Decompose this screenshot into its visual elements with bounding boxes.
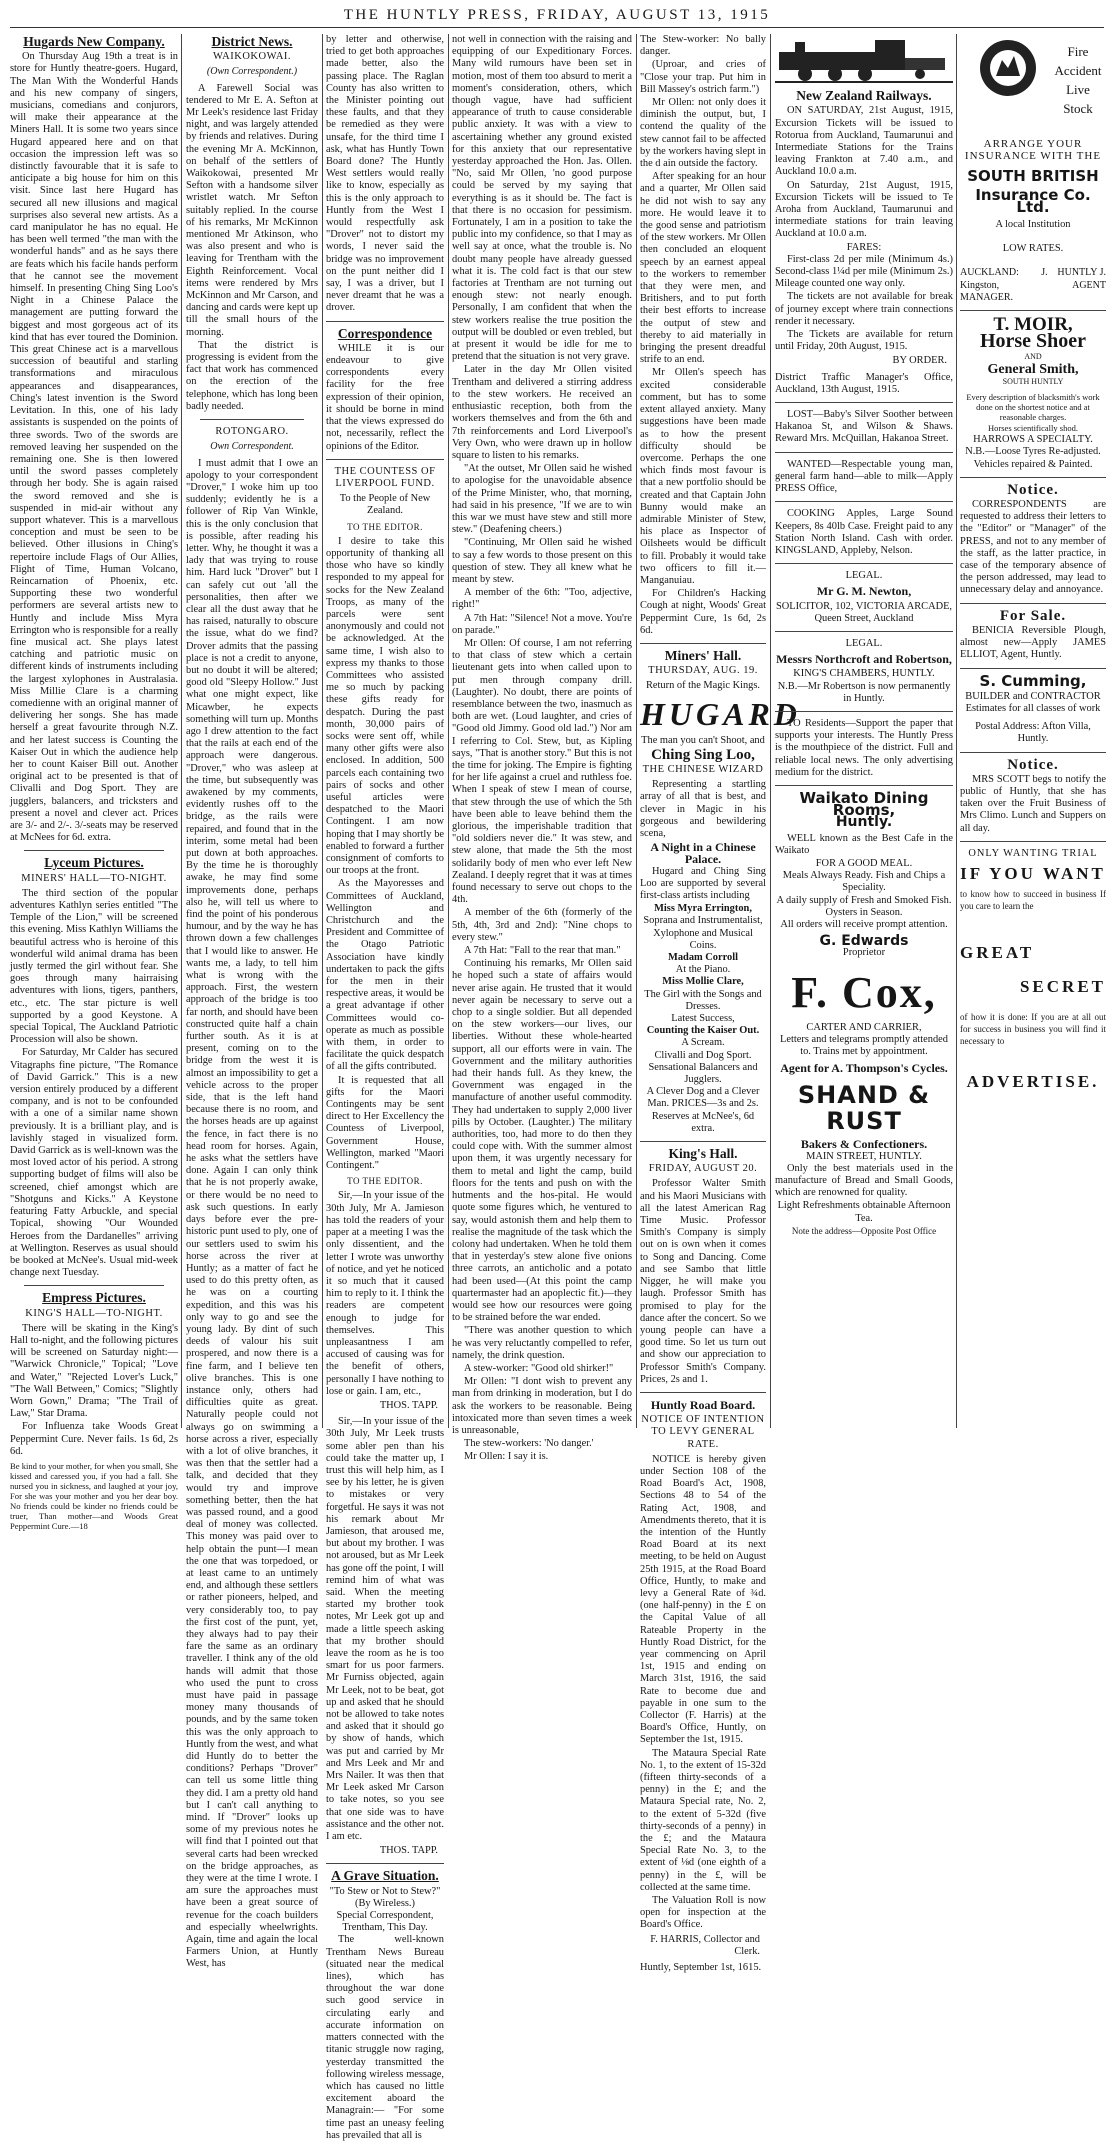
millie-clare: Miss Mollie Clare,	[662, 976, 744, 988]
horse-shoer: Horse Shoer	[979, 330, 1087, 353]
masthead	[0, 0, 1114, 30]
meals-text: Meals Always Ready. Fish and Chips a Speciality.	[782, 870, 946, 894]
column-6	[775, 34, 953, 1430]
chinese-wizard: THE CHINESE WIZARD	[642, 763, 764, 775]
south-british: SOUTH BRITISH	[967, 167, 1099, 186]
railways-text-3: The tickets are not available for break of journey except where train connections render it necessary.	[775, 291, 953, 327]
wanted-ad: WANTED—Respectable young man, general farm hand—able to milk—Apply PRESS Office,	[775, 458, 953, 495]
kings-hall-heading: King's Hall.	[668, 1146, 738, 1162]
miners-date: THURSDAY, AUG. 19.	[648, 665, 758, 677]
hugard-sub: The man you can't Shoot, and	[641, 734, 765, 746]
empress-article: There will be skating in the King's Hall to-night, and the following pictures will be screened on Saturday night:— "Warwick Chronicle," Topical; "Love and Water," "Rejected Lover's Luck," "The Wall Between," Comics; "Slightly Worn Gown," Drama; "The Trail of Law," Star Drama.	[10, 1322, 178, 1420]
auckland-agent: AUCKLAND: J. Kingston, MANAGER.	[960, 267, 1048, 303]
stew-continued-p3: Mr Ollen: not only does it diminish the output, but, I contend the quality of the stew cannot fail to be affected by the workers having slept in the d ain outside the factory.	[640, 97, 766, 170]
divider	[200, 419, 304, 420]
bakers-text: Only the best materials used in the manufacture of Bread and Small Goods, which are renowned for quality.	[775, 1162, 953, 1199]
kings-chambers: KING'S CHAMBERS, HUNTLY.	[793, 668, 935, 680]
northcroft-name: Messrs Northcroft and Robertson,	[776, 652, 952, 667]
legal-label-2: LEGAL.	[845, 637, 883, 649]
railways-text-4: The Tickets are available for return until Friday, 20th August, 1915.	[775, 329, 953, 353]
road-board-text-2: The Mataura Special Rate No. 1, to the extent of 15-32d (fifteen thirty-seconds of a penny) in the £; and the Mataura Special rate, No. 2, to the extent of 5-32d (five thirty-seconds of a penny) in the £; and the Mataura Special Rate No. 3, to the extent of ⅛d (one eighth of a penny) in the £, will be collected at the same time.	[640, 1747, 766, 1893]
cox-name: F. Cox,	[791, 967, 937, 1017]
district-news-heading: District News.	[211, 34, 293, 49]
clivalli: Clivalli and Dog Sport. Sensational Balancers and Jugglers.	[648, 1049, 758, 1086]
correspondence-heading: Correspondence	[337, 325, 433, 341]
divider	[775, 402, 953, 403]
advertise-word: ADVERTISE.	[966, 1071, 1100, 1091]
rotongaro-heading: ROTONGARO.	[215, 426, 289, 438]
lyceum-article-2: For Saturday, Mr Calder has secured Vitagraphs fine picture, "The Romance of David Garrick." This is a new version entirely produced by a different company, and is not to be confounded with a one of a similar name shown previously. It is a brilliant play, and is lavishly staged in visualized form. David Garrick as is well-known was the most loved actor of his period. A strong supporting budget of films will also be screened, chief amongst which are "Shotguns and Kicks." A Keystone featuring Fatty Arbuckle, and special Topical, showing "Our Wounded Heroes from the Dardanelles" arriving at Wellington. Reserves as usual should be booked at McNee's. Usual mid-week change next Tuesday.	[10, 1047, 178, 1279]
arrange-text: ARRANGE YOUR INSURANCE WITH THE	[964, 138, 1102, 163]
insurance-types	[1050, 42, 1106, 118]
scott-notice: MRS SCOTT begs to notify the public of Huntly, that she has taken over the Fruit Business of Mrs Climo. Lunch and Suppers on all day.	[960, 773, 1106, 834]
railways-text-2: On Saturday, 21st August, 1915, Excursion Tickets will be issued to Te Aroha from Auckland, Taumarunui and intermediate stations for train leaving Auckland at 10.0 a.m.	[775, 179, 953, 240]
rotongaro-article: I must admit that I owe an apology to your correspondent "Drover," I woke him up too suddenly; evidently he is a follower of Rip Van Winkle, this is the only conclusion that is possible, after reading his letter. Why, he thought it was a lady that was trying to rouse him. Hard luck "Drover" but I can safely cut out 'all the personalities, then after we clear all the dust away that he has raised, naturally to obscure the issue, what do we find? Drover admits that the passing place is not a credit to anyone, but no doubt it will be altered; good old "Sleepy Hollow." Just what one might expect, like Micawber, he expects something will turn up. Months ago I drew attention to the fact that the rails at each end of the approach were dangerous. "Drover," who was asleep at the time, but subsequently was awakened by my comments, evidently rushes off to the bridge, as the rails were repaired, and found that in the interim, some metal had been put down at both approaches. By the time he is thoroughly awake, he may find some improvements done, perhaps also he, will tell us where to find the point of his ponderous humour, and by the way he has thrown down a few challenges that I would like to answer. He wants me, a lady, to tell him what is wrong with the approach. First, the western approach of the bridge is too far north, and should have been constructed quite half a chain further south. As it is at present, coming on to the bridge from the west it is almost an impossibility to get a vehicle across to the proper side, that is the left hand because there is no room, and the horses heads are up against the fence, in fact there is no head room for horses. Again, he asks what the settlers have done. Again I can only think that he is not properly awake, or there would be no need to ask such questions. In early days before ever the pre-historic punt used to ply, one of our settlers used to swim his horse across the river at Huntly; as a matter of fact he used to do this pretty often, as he was on a courting expedition, and this was his only way to go and see the young lady. By dint of such deeds of valour his suit prospered, and now there is a fine farm, and I believe ten olive branches. This is one instance only, others had difficulties quite as great. Naturally people could not always go on swimming a horse across a river, especially with a lot of olive branches, it was then that the settler had a talk, and decided that they would try and improve something better, then the hat was passed round, and a good deal of money was collected. This money was paid over to help obtain the punt—I mean the one that was torpedoed, or at least came to an untimely end, and although these settlers or rather pioneers, helped, and very considerably too, to pay the first cost of the punt, yet, they always had to pay their fare the same as an ordinary traveller. I think any of the old hands will admit that those who used the punt to cross must have paid in passage money many thousands of pounds, and by the same token this was the only approach to Huntly from the west, and what did Huntly do to better the conditions? Perhaps "Drover" can tell us some little thing they did. I am a pretty old hand but I can't call anything to mind. If "Drover" looks up some of my previous notes he will find that I pointed out that several carts had been wrecked on the bridge approaches, as they were at the time I wrote. I am sure the approaches must have been a great source of revenue for the coach builders and especially wheelwrights. Again, time and again the local Farmers Union, at Huntly West, has	[186, 457, 318, 1970]
stew-continued-p5: Mr Ollen's speech has excited considerable comment, but has to some extent allayed anxiety. Many suggestions have been made as to how the present difficulty should be overcome. Perhaps the one which finds most favour is that a new portfolio should be created and that Captain John Bunny would make an admirable Minister of Stew, his place as Inspector of Oilsheets would be difficult to fill. Probably it would take two officers to fill it.—Manganuiau.	[640, 367, 766, 586]
latest-success: Latest Success,	[671, 1013, 735, 1025]
estimates: Estimates for all classes of work	[965, 702, 1101, 714]
tyres-text: N.B.—Loose Tyres Re-adjusted. Vehicles repaired & Painted.	[965, 446, 1101, 470]
road-board-text: NOTICE is hereby given under Section 108 of the Road Board's Act, 1908, Sections 48 to 54 of the Rating Act, 1908, and Amendments thereto, that it is the intention of the Huntly Road Board at its next meeting, to be held on August 25th 1915, at the Road Board Office, Huntly, to make and levy a General Rate of ¾d. (one half-penny) in the £ on the Capital Value of all Rateable Property in the Huntly Road District, for the year commencing on April 1st, 1915 and ending on March 31st, 1916, the said Rate to become due and payable in one sum to the Collector (F. Harris) at the Board's Office, Huntly, on September the 1st, 1915.	[640, 1453, 766, 1746]
ching-sing-loo: Ching Sing Loo,	[651, 746, 755, 763]
residents-notice: TO Residents—Support the paper that supports your interests. The Huntly Press is the mouthpiece of the district. Full and reliable local news. The only advertising medium for the district.	[775, 717, 953, 778]
signature: THOS. TAPP.	[379, 1845, 438, 1857]
fish-supply: A daily supply of Fresh and Smoked Fish. Oysters in Season.	[776, 894, 952, 918]
kings-text: Professor Walter Smith and his Maori Musicians with all the latest American Rag Time Music. Professor Smith's Company is simply out on is own when it comes to Song and Dancing. Come and see Sambo that little Nigger, he will make you laugh. Professor Smith has promised to play for the dance after the concert. So we young people can have a good time. So let us turn out and show our appreciation to Professor Smith's Company. Prices, 2s and 1.	[640, 1178, 766, 1385]
grave-heading: A Grave Situation.	[331, 1868, 439, 1884]
madam-corroll: Madam Corroll	[668, 952, 738, 964]
railways-heading: New Zealand Railways.	[796, 88, 932, 104]
secret-word: SECRET	[1019, 976, 1106, 996]
stew-article-p4: "Continuing, Mr Ollen said he wished to say a few words to those present on this question of stew. They all knew what he meant by stew.	[452, 537, 632, 585]
cooking-ad: COOKING Apples, Large Sound Keepers, 8s 40lb Case. Freight paid to any Station North Island. Cash with order. KINGSLAND, Appleby, Nelson.	[775, 508, 953, 556]
road-board-signature: F. HARRIS, Collector and Clerk.	[650, 1933, 760, 1957]
column-5	[640, 34, 801, 1974]
stew-continued-p4: After speaking for an hour and a quarter, Mr Ollen said he did not wish to say any more. He would leave it to the good sense and patriotism of the stew workers. Mr Ollen then concluded an eloquent speech by an earnest appeal to the workers to remember that they were men, and Britishers, and to put forth their best efforts to increase the output of stew and thereby to aid materially in bringing the present dreadful strife to an end.	[640, 171, 766, 366]
insurance-crest	[978, 38, 1038, 98]
prices: A Clever Dog and a Clever Man. PRICES—3s and 2s. Reserves at McNee's, 6d extra.	[646, 1086, 760, 1134]
column-1	[10, 34, 178, 1531]
divider	[640, 1392, 766, 1393]
own-correspondent: Own Correspondent.	[210, 441, 294, 453]
column-3	[326, 34, 445, 2141]
carter: CARTER AND CARRIER,	[806, 1021, 922, 1033]
notice-text: CORRESPONDENTS are requested to address their letters to the "Editor" or "Manager" of the PRESS, and not to any member of the staff, as the latter practice, in case of the temporary absence of the person addressed, may lead to unnecessary delay and annoyance.	[960, 499, 1106, 596]
horses-shod: Horses scientifically shod.	[988, 423, 1078, 434]
lyceum-heading: Lyceum Pictures.	[44, 855, 144, 871]
divider	[960, 477, 1106, 478]
only-wanting: ONLY WANTING TRIAL	[968, 847, 1098, 859]
great-word: GREAT	[960, 942, 1035, 962]
magic-kings: Return of the Magic Kings.	[646, 680, 760, 692]
millie-text: The Girl with the Songs and Dresses.	[644, 988, 762, 1012]
scream: A Scream.	[681, 1037, 725, 1049]
divider	[326, 1863, 444, 1864]
divider	[640, 1141, 766, 1142]
divider	[775, 563, 953, 564]
poem: Be kind to your mother, for when you small, She kissed and caressed you, if you had a fall. She nursed you in sickness, and laughed at your joy, For she was your mother and you her dear boy. No friends could be kinder no friends could be truer, Than mother—and Woods Great Peppermint Cure.—18	[10, 1460, 178, 1531]
grave-wireless: (By Wireless.)	[355, 1897, 415, 1909]
divider	[960, 310, 1106, 311]
notice-heading: Notice.	[1007, 481, 1059, 498]
waikokowai-heading: WAIKOKOWAI.	[212, 51, 292, 63]
legal-label: LEGAL.	[845, 570, 883, 582]
accident-label: Accident	[1054, 63, 1102, 78]
miners-hall-heading: Miners' Hall.	[664, 647, 742, 663]
divider	[775, 501, 953, 502]
divider	[775, 452, 953, 453]
road-board-place: Huntly, September 1st, 1615.	[640, 1962, 762, 1974]
grave-dateline: Trentham, This Day.	[342, 1922, 428, 1934]
low-rates: LOW RATES.	[1002, 243, 1064, 255]
lost-ad: LOST—Baby's Silver Soother between Hakanoa St, and Wilson & Shaws. Reward Mrs. McQuillan, Hakanoa Street.	[775, 409, 953, 445]
lyceum-subheading: MINERS' HALL—TO-NIGHT.	[21, 872, 167, 884]
road-board-heading: Huntly Road Board.	[650, 1397, 756, 1412]
of-how-text: of how it is done: If you are at all out for success in business you will find it necessary to	[960, 1011, 1106, 1047]
good-meal: FOR A GOOD MEAL.	[815, 857, 913, 869]
stew-article-p12: A stew-worker: "Good old shirker!"	[464, 1362, 614, 1374]
general-smith: General Smith,	[987, 361, 1079, 377]
waikato-place: Huntly.	[835, 814, 893, 831]
shand-rust: SHAND & RUST	[797, 1081, 931, 1136]
insurance-co: Insurance Co. Ltd.	[975, 185, 1091, 216]
rotongaro-continued: by letter and otherwise, tried to get both approaches made better, also the passing place. The Raglan County has also written to the Minister pointing out these faults, and that they be remedied as they were unsafe, for the third time I ask, what has Huntly Town Board done? The Huntly West settlers would really like to know, especially as this is the only approach to Huntly from the West I would respectfully ask "Drover" not to distort my words, I never said the bridge was no improvement on the punt neither did I say, I was a driver, but I never dreamt that he was a drover.	[326, 34, 444, 314]
newspaper-header: THE HUNTLY PRESS, FRIDAY, AUGUST 13, 1915	[343, 7, 771, 23]
lion-crest-icon	[978, 38, 1038, 98]
fares-label: FARES:	[846, 241, 882, 253]
counting-kaiser: Counting the Kaiser Out.	[646, 1025, 760, 1037]
divider	[960, 603, 1106, 604]
stew-article-p9: A 7th Hat: "Fall to the rear that man."	[464, 945, 621, 957]
railways-text: ON SATURDAY, 21st August, 1915, Excursion Tickets will be issued to Rotorua from Auckland, Taumarunui and Intermediate Stations for the Trains leaving Frankton at 7.40 a.m., and Auckland 10.0 a.m.	[775, 105, 953, 178]
and-label: AND	[1024, 352, 1042, 362]
column-7	[960, 34, 1106, 1430]
to-editor: TO THE EDITOR.	[347, 521, 423, 532]
column-2	[186, 34, 318, 1970]
column-rule	[181, 34, 182, 1428]
divider	[775, 785, 953, 786]
empress-subheading: KING'S HALL—TO-NIGHT.	[25, 1307, 163, 1319]
refreshments: Light Refreshments obtainable Afternoon Tea.	[777, 1200, 951, 1224]
stew-article-p8: A member of the 6th (formerly of the 5th, 4th, 3rd and 2nd): "Nine chops to every stew."	[452, 907, 632, 943]
newton-name: Mr G. M. Newton,	[816, 584, 912, 599]
column-rule	[956, 34, 957, 1428]
column-rule	[322, 34, 323, 1428]
countess-heading: THE COUNTESS OF LIVERPOOL FUND.	[334, 465, 436, 489]
blacksmith-text: Every description of blacksmith's work done on the shortest notice and at reasonable charges.	[966, 392, 1100, 423]
stew-article-p6: A 7th Hat: "Silence! Not a move. You're on parade."	[452, 612, 632, 636]
grave-correspondent: Special Correspondent,	[336, 1910, 434, 1922]
hugard-heading: Hugards New Company.	[23, 34, 165, 49]
waikokowai-article: A Farewell Social was tendered to Mr E. A. Sefton at Mr Leek's residence last Friday night, and was largely attended by friends and relatives. During the evening Mr A. McKinnon, on behalf of the settlers of Waikokowai, presented Mr Sefton with a handsome silver wristlet watch. Mr Sefton suitably replied. In the course of his remarks, Mr McKinnon mentioned Mr Atkinson, who was also present and who is leaving for Trentham with the Eighth Reinforcement. Vocal items were rendered by Mrs McKinnon and Mr Carson, and dancing and cards were kept up till the small hours of the morning.	[186, 82, 318, 338]
stew-article-p7: Mr Ollen: Of course, I am not referring to that class of stew which a certain lieutenant gets into when called upon to put men through company drill. (Laughter). No doubt, there are points of resemblance between the two, inasmuch as both are wet. (Loud laughter, and cries of "Good old Jimmy. Good old lad.") Nor am I referring to Col. Stew, but, as Kipling says, "That is another story." But this is not the time for joking. The Empire is fighting for her life against a cruel and ruthless foe. When I speak of stew I mean of course, that stew through the use of which the 5th have been able to leave behind them the glorious, the imperishable tradition that "old soldiers never die." It was stew, and stew alone, that made the 5th the most solidarily body of men who ever left New Zealand. I deeply regret that it was at times found necessary to serve out chops to the 4th.	[452, 637, 632, 906]
divider	[960, 841, 1106, 842]
countess-letter: I desire to take this opportunity of thanking all those who have so kindly responded to my appeal for socks for the New Zealand Troops, as many of the parcels were sent anonymously and could not be acknowledged. At the same time, I wish also to express my thanks to those Committees who assisted me so much by packing these gifts ready for despatch. During the past month, 30,000 pairs of socks were sent off, while many other gifts were also enclosed. In addition, 500 parcels each containing two pairs of socks and other useful articles were despatched to the Maori Contingent. I am now hoping that I may shortly be enabled to forward a further consignment of comforts to our troops at the front.	[326, 535, 444, 877]
stew-continued: The Stew-worker: No bally danger.	[640, 34, 766, 58]
stock-label: Stock	[1063, 101, 1093, 116]
moir-name: T. MOIR,	[993, 314, 1073, 336]
postal-address: Postal Address: Afton Villa, Huntly.	[975, 721, 1091, 745]
divider	[640, 643, 766, 644]
south-huntly: SOUTH HUNTLY	[1002, 376, 1064, 386]
main-street: MAIN STREET, HUNTLY.	[806, 1150, 922, 1162]
divider	[24, 1285, 164, 1286]
night-chinese-palace: A Night in a Chinese Palace.	[650, 840, 756, 867]
kings-date: FRIDAY, AUGUST 20.	[648, 1163, 758, 1175]
divider	[960, 668, 1106, 669]
stew-article-p11: "There was another question to which he was very reluctantly compelled to refer, namely, the drink question.	[452, 1325, 632, 1361]
divider	[326, 321, 444, 322]
newton-address: SOLICITOR, 102, VICTORIA ARCADE, Queen Street, Auckland	[775, 600, 953, 624]
divider	[960, 752, 1106, 753]
stew-article-p5: A member of the 6th: "Too, adjective, right!"	[452, 587, 632, 611]
cycles-agent: Agent for A. Thompson's Cycles.	[780, 1061, 948, 1076]
divider	[775, 711, 953, 712]
column-rule	[448, 34, 449, 1428]
road-board-sub: NOTICE OF INTENTION TO LEVY GENERAL RATE.	[641, 1414, 765, 1450]
waikato-text: WELL known as the Best Cafe in the Waikato	[775, 832, 953, 856]
by-order: BY ORDER.	[892, 355, 947, 367]
tapp-letter: Sir,—In your issue of the 30th July, Mr A. Jamieson has told the readers of your paper at a meeting I was the only dissentient, and the letter I wrote was unworthy of notice, and yet he noticed it so much that it caused him to reply to it. I think the readers are competent enough to judge for themselves. This unpleasantness I am accused of causing was for the benefit of others, personally I have nothing to lose or gain. I am, etc.,	[326, 1190, 444, 1397]
stew-article-p3: "At the outset, Mr Ollen said he wished to apologise for the unavoidable absence of the Prime Minister, who, that morning, had said in his presence, "If we are to win this war we must have stew and still more stew." (Deafening cheers.)	[452, 463, 632, 536]
agents-row	[960, 267, 1106, 304]
for-sale-text: BENICIA Reversible Plough, almost new—Apply JAMES ELLIOT, Agent, Huntly.	[960, 624, 1106, 661]
influenza-ad: For Influenza take Woods Great Peppermint Cure. Never fails. 1s 6d, 2s 6d.	[10, 1421, 178, 1457]
address-note: Note the address—Opposite Post Office	[791, 1225, 937, 1236]
notice-heading-2: Notice.	[1007, 756, 1059, 773]
lyceum-article: The third section of the popular adventures Kathlyn series entitled "The Temple of the Lion," will be screened this evening. Miss Kathlyn Williams the beautiful actress who is heroine of this wonderful wild animal drama has been justly termed the girl without fear. She goes through many hairraising adventures with lions, tigers, panthers, etc., etc. The star picture is well supported by a good Keystone. A special Topical, The Auckland Patriotic Procession will also be shown.	[10, 887, 178, 1046]
tapp-letter-2: Sir,—In your issue of the 30th July, Mr Leek trusts some abler pen than his could take the matter up, I trust this will help him, as I see by his letter, he is given to mistakes or very forgetful. He says it was not his remark about Mr Jamieson, that aroused me, but about my brother. I was not aroused, but as Mr Leek has gone off the point, I will remind him of what was said. When the meeting started my brother took notes, Mr Leek got up and made a little speech asking that my brother should leave the room as he is too smart for us poor farmers. Mr Furniss objected, again Mr Leek, not to be beat, got up and asked that he should not be allowed to take notes and asked that it should go by show of hands, which was put and carried by Mr and Mrs Leek and Mr and Mrs Nailer. It was then that Mr Leek asked Mr Carson to take notes, so you see that one side was to have assistance and the other not. I am etc.	[326, 1416, 444, 1843]
divider	[326, 459, 444, 460]
if-you-want: IF YOU WANT	[960, 863, 1106, 883]
myra-errington: Miss Myra Errington,	[654, 903, 752, 915]
empress-heading: Empress Pictures.	[42, 1290, 146, 1306]
road-board-text-3: The Valuation Roll is now open for inspection at the Board's Office.	[640, 1895, 766, 1931]
countess-letter-2: As the Mayoresses and Committees of Auckland, Wellington and Christchurch and the President and Committee of the Otago Patriotic Association have kindly undertaken to pack the gifts for the men in their respective areas, it would be a great advantage if other Committees would co-operate as much as possible with them, in order to facilitate the quick despatch of all the gifts contributed.	[326, 878, 445, 1073]
countess-letter-3: It is requested that all gifts for the Maori Contingents may be sent direct to Her Excellency the Countess of Liverpool, Government House, Wellington, marked "Maori Contingent."	[326, 1074, 444, 1172]
local-institution: A local Institution	[995, 219, 1071, 231]
hugard-title: HUGARD	[640, 695, 801, 732]
robertson-note: N.B.—Mr Robertson is now permanently in Huntly.	[777, 680, 951, 704]
to-editor: TO THE EDITOR.	[347, 1176, 423, 1187]
harrows: HARROWS A SPECIALTY.	[973, 434, 1093, 446]
signature: THOS. TAPP.	[379, 1399, 438, 1411]
letters-text: Letters and telegrams promptly attended to. Trains met by appointment.	[780, 1033, 948, 1057]
column-4	[452, 34, 632, 1463]
hugard-article: On Thursday Aug 19th a treat is in store for Huntly theatre-goers. Hugard, The Man With the Wonderful Hands and his new company of singers, musicians, comedians and conjurors, will make their appearance at the Miners Hall. It is some two years since Hugard appeared here and on that occasion the impression left was so distinctly favourable that it is safe to anticipate a big house for him on this visit. Since last here Hugard has secured all new illusions and magical surprises also several new artists. As a card manipulator he has no equal. He has been well termed "the man with the wonderful hands" and as he says there are feats which his facile hands perform that he cannot see the movement himself. In presenting Ching Sing Loo's Night in a Chinese Palace the management are putting forward the biggest and most gorgeous act of its kind that has ever toured the Dominion. This great Chinese act is a marvellous succession of beautiful and starling transformations and miraculous appearances and disappearances, Ching's latest invention is the Sword Levitation. In this, one of his lady assistants is suspended on the points of three swords. Two of the swords are removed leaving her suspended on the remaining one. She is then lowered until the sword passes completely through her body. She is again raised the sword removed and she is suspended in mid-air without any support whatever. This is a marvellous conception and must be seen to be believed. Other illusions in Ching's repertoire include Flags of Our Allies, Flight of Time, Human Volcano, Reincarnation of Phoenix, etc. Supporting these two wonderful performers are several artists new to Huntly and include Miss Myra Errington who is responsible for a really fine musical act. She plays latest catching and patriotic music on different kinds of instruments including the largest xylophones in Australasia. Miss Millie Clare is a charming comedienne with an original manner of delivering her songs. She has made herself a great favourite through N.Z. and her latest success is Counting the Kaiser Out in which the audience help her to count Kaiser Bill out. Another original act to be presented is that of Clivalli and Dog Sport. They are jugglers, balancers, and tricksters and present a novel and clever act. Prices are 3/- and 2/-. 3/-seats may be reserved at McNees for 6d. extra.	[10, 51, 178, 844]
header-rule	[10, 27, 1104, 28]
own-correspondent: (Own Correspondent.)	[206, 66, 298, 78]
locomotive-icon	[775, 34, 953, 84]
waikato-heading: Waikato Dining Rooms,	[799, 788, 929, 820]
myra-text: Soprana and Instrumentalist, Xylophone and Musical Coins.	[643, 915, 763, 951]
orders-text: All orders will receive prompt attention.	[780, 918, 948, 930]
stew-article-p13: Mr Ollen: "I dont wish to prevent any man from drinking in moderation, but I do ask the workers to be reasonable. Being intoxicated more than seven times a week is unreasonable,	[452, 1376, 632, 1436]
to-people: To the People of New Zealand.	[339, 493, 431, 517]
night-text: Hugard and Ching Sing Loo are supported by several first-class artists including	[640, 865, 766, 901]
to-know-text: to know how to succeed in business If you care to learn the	[960, 889, 1106, 912]
divider	[775, 631, 953, 632]
fire-label: Fire	[1067, 44, 1089, 59]
stew-continued-p2: (Uproar, and cries of "Close your trap. Put him in Bill Massey's ostrich farm.")	[640, 59, 766, 95]
stew-article-p2: Later in the day Mr Ollen visited Trentham and delivered a stirring address to the stew workers. He received an enthusiastic reception, both from the workers themselves and from the 6th and 7th reinforcements and Lord Liverpool's Very Own, who were drawn up in hollow square to listen to his remarks.	[452, 364, 632, 461]
for-sale-heading: For Sale.	[999, 607, 1067, 624]
cough-ad: For Children's Hacking Cough at night, Woods' Great Peppermint Cure, 1s 6d, 2s 6d.	[640, 588, 766, 636]
railways-office: District Traffic Manager's Office, Auckland, 13th August, 1915.	[775, 371, 953, 395]
edwards-name: G. Edwards	[819, 933, 909, 950]
proprietor: Proprietor	[842, 947, 886, 959]
live-label: Live	[1066, 82, 1090, 97]
correspondence-disclaimer: WHILE it is our endeavour to give correspondents every facility for the free expression of their opinion, it should be borne in mind that the views expressed do not, necessarily, reflect the opinions of the Editor.	[326, 342, 444, 452]
fares-text: First-class 2d per mile (Minimum 4s.) Second-class 1¼d per mile (Minimum 2s.) Mileage counted one way only.	[775, 253, 953, 290]
at-piano: At the Piano.	[675, 964, 731, 976]
stew-article-p10: Continuing his remarks, Mr Ollen said he hoped such a state of affairs would never arise again. He trusted that it would never again be necessary to serve out a chop to a single soldier. But all depended on the stew workers—our lives, our liberties. Without these whole-hearted support, all our efforts were in vain. The Government and the military authorities had their hands full. As they knew, the Government was engaged in the manufacture of another useful commodity. They had undertaken to supply 2,000 liver pills by October. (Laughter.) The military authorities, too, had more to do then they could cope with. With the summer almost upon them, it was urgently necessary for them to metal and light the camp, build floors for the tents and push on with the hutments and the hos-pital. He would quote some figures which, he ventured to say, would astonish them and help them to realise the magnitude of the task which the colony had undertaken. When he told them that in yesterday's stew alone five onions three carrots, an anticholic and a potato had been used—(At this point the camp quartermaster had an apoplectic fit.)—they would see how our resources were going to be strained before the war ended.	[452, 958, 632, 1324]
cumming-name: S. Cumming,	[979, 671, 1087, 690]
builder: BUILDER and CONTRACTOR	[965, 690, 1101, 702]
stew-article-p14: The stew-workers: 'No danger.'	[464, 1438, 594, 1450]
waikokowai-article-2: That the district is progressing is evident from the fact that work has commenced on the erection of the telephone, which has long been badly needed.	[186, 339, 318, 412]
grave-question: "To Stew or Not to Stew?"	[329, 1885, 441, 1897]
stew-article: not well in connection with the raising and equipping of our Expeditionary Forces. Many wild rumours have been set in motion, most of them too absurd to merit a moment's consideration, others, which though vague, have had sufficient appearance of truth to cause considerable public anxiety. It was with a view to ascertaining whether any ground existed for this anxiety that our representative yesterday approached the Hon. Jas. Ollen. "No, said Mr Ollen, 'no good purpose could be served by my saying that everything is as it should be. The fact is that there is no occasion for pessimism. Fortunately, I am in a position to take the public into my confidence, so that I may as well say at once, what the trouble is. No doubt many people have already guessed what it is. The cold fact is that our stew factories at Trentham are not turning out enough stew: not nearly enough. Personally, I am confident that when the stew workers realise the true position the output will be doubled or even trebled, but at present it would be idle for me to pretend that the situation is not very grave.	[452, 34, 632, 363]
divider	[24, 850, 164, 851]
insurance-badge-area	[960, 38, 1106, 134]
grave-article: The well-known Trentham News Bureau (situated near the medical lines), which has throughout the war done such good service in circulating early and accurate information on matters connected with the titanic struggle now raging, yesterday transmitted the following wireless message, which has caused no little excitement aboard the Managrain:— "For some time past an uneasy feeling has prevailed that all is	[326, 1934, 444, 2141]
column-rule	[636, 34, 637, 1428]
huntly-agent: HUNTLY J. AGENT	[1057, 267, 1106, 291]
bakers: Bakers & Confectioners.	[800, 1137, 928, 1152]
stew-article-p15: Mr Ollen: I say it is.	[464, 1451, 549, 1463]
wizard-text: Representing a startling array of all that is best, and clever in Magic in his gorgeous and bewildering scena,	[640, 779, 766, 839]
